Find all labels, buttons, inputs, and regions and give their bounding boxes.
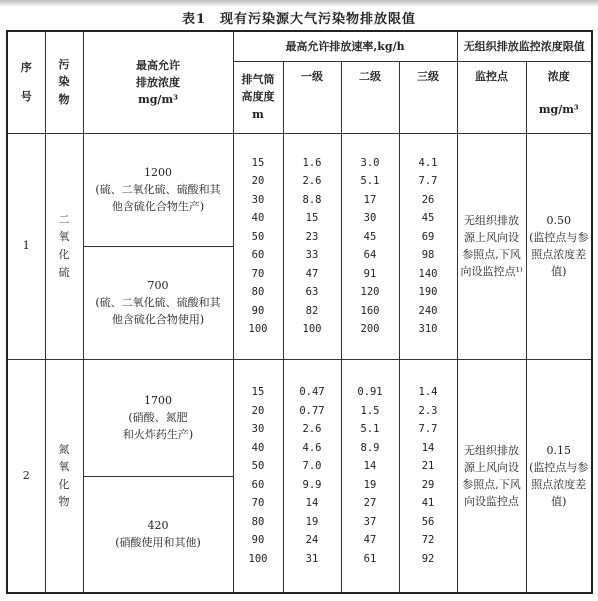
row1-seq: 1 (7, 133, 45, 359)
row2-grade3-rates: 1.4 2.3 7.7 14 21 29 41 56 72 92 (399, 359, 457, 593)
header-seq: 序 号 (7, 31, 45, 133)
header-stack-height: 排气筒 高度度 m (233, 61, 283, 133)
row1-conc-production: 1200 (硫、二氧化硫、硫酸和其 他含硫化合物生产) (83, 133, 233, 246)
row1-stack-heights: 15 20 30 40 50 60 70 80 90 100 (233, 133, 283, 359)
row2-grade1-rates: 0.47 0.77 2.6 4.6 7.0 9.9 14 19 24 31 (283, 359, 341, 593)
row2-conc-usage: 420 (硝酸使用和其他) (83, 476, 233, 593)
row1-limit: 0.50 (监控点与参 照点浓度差 值) (526, 133, 592, 359)
row1-grade1-rates: 1.6 2.6 8.8 15 23 33 47 63 82 100 (283, 133, 341, 359)
header-monitor-point: 监控点 (457, 61, 526, 133)
table-title: 表1 现有污染源大气污染物排放限值 (181, 12, 417, 27)
emission-limits-table (6, 30, 593, 594)
row2-conc-production: 1700 (硝酸、氮肥 和火炸药生产) (83, 359, 233, 476)
header-max-concentration: 最高允许 排放浓度 mg/m³ (83, 31, 233, 133)
row2-stack-heights: 15 20 30 40 50 60 70 80 90 100 (233, 359, 283, 593)
row1-monitor-point: 无组织排放 源上风向设 参照点,下风 向设监控点¹⁾ (457, 133, 526, 359)
row2-pollutant: 氮 氧 化 物 (45, 359, 83, 593)
header-grade2: 二级 (341, 61, 399, 133)
header-pollutant: 污 染 物 (45, 31, 83, 133)
row1-grade2-rates: 3.0 5.1 17 30 45 64 91 120 160 200 (341, 133, 399, 359)
row2-seq: 2 (7, 359, 45, 593)
row1-conc-usage: 700 (硫、二氧化硫、硫酸和其 他含硫化合物使用) (83, 246, 233, 359)
header-grade1: 一级 (283, 61, 341, 133)
header-grade3: 三级 (399, 61, 457, 133)
header-max-rate: 最高允许排放速率,kg/h (233, 31, 457, 61)
header-unorganized-limit: 无组织排放监控浓度限值 (457, 31, 592, 61)
row2-grade2-rates: 0.91 1.5 5.1 8.9 14 19 27 37 47 61 (341, 359, 399, 593)
row2-limit: 0.15 (监控点与参 照点浓度差 值) (526, 359, 592, 593)
row1-pollutant: 二 氧 化 硫 (45, 133, 83, 359)
row1-grade3-rates: 4.1 7.7 26 45 69 98 140 190 240 310 (399, 133, 457, 359)
row2-monitor-point: 无组织排放 源上风向设 参照点,下风 向设监控点 (457, 359, 526, 593)
header-concentration: 浓度 mg/m³ (526, 61, 592, 133)
scan-top-edge (0, 0, 598, 6)
